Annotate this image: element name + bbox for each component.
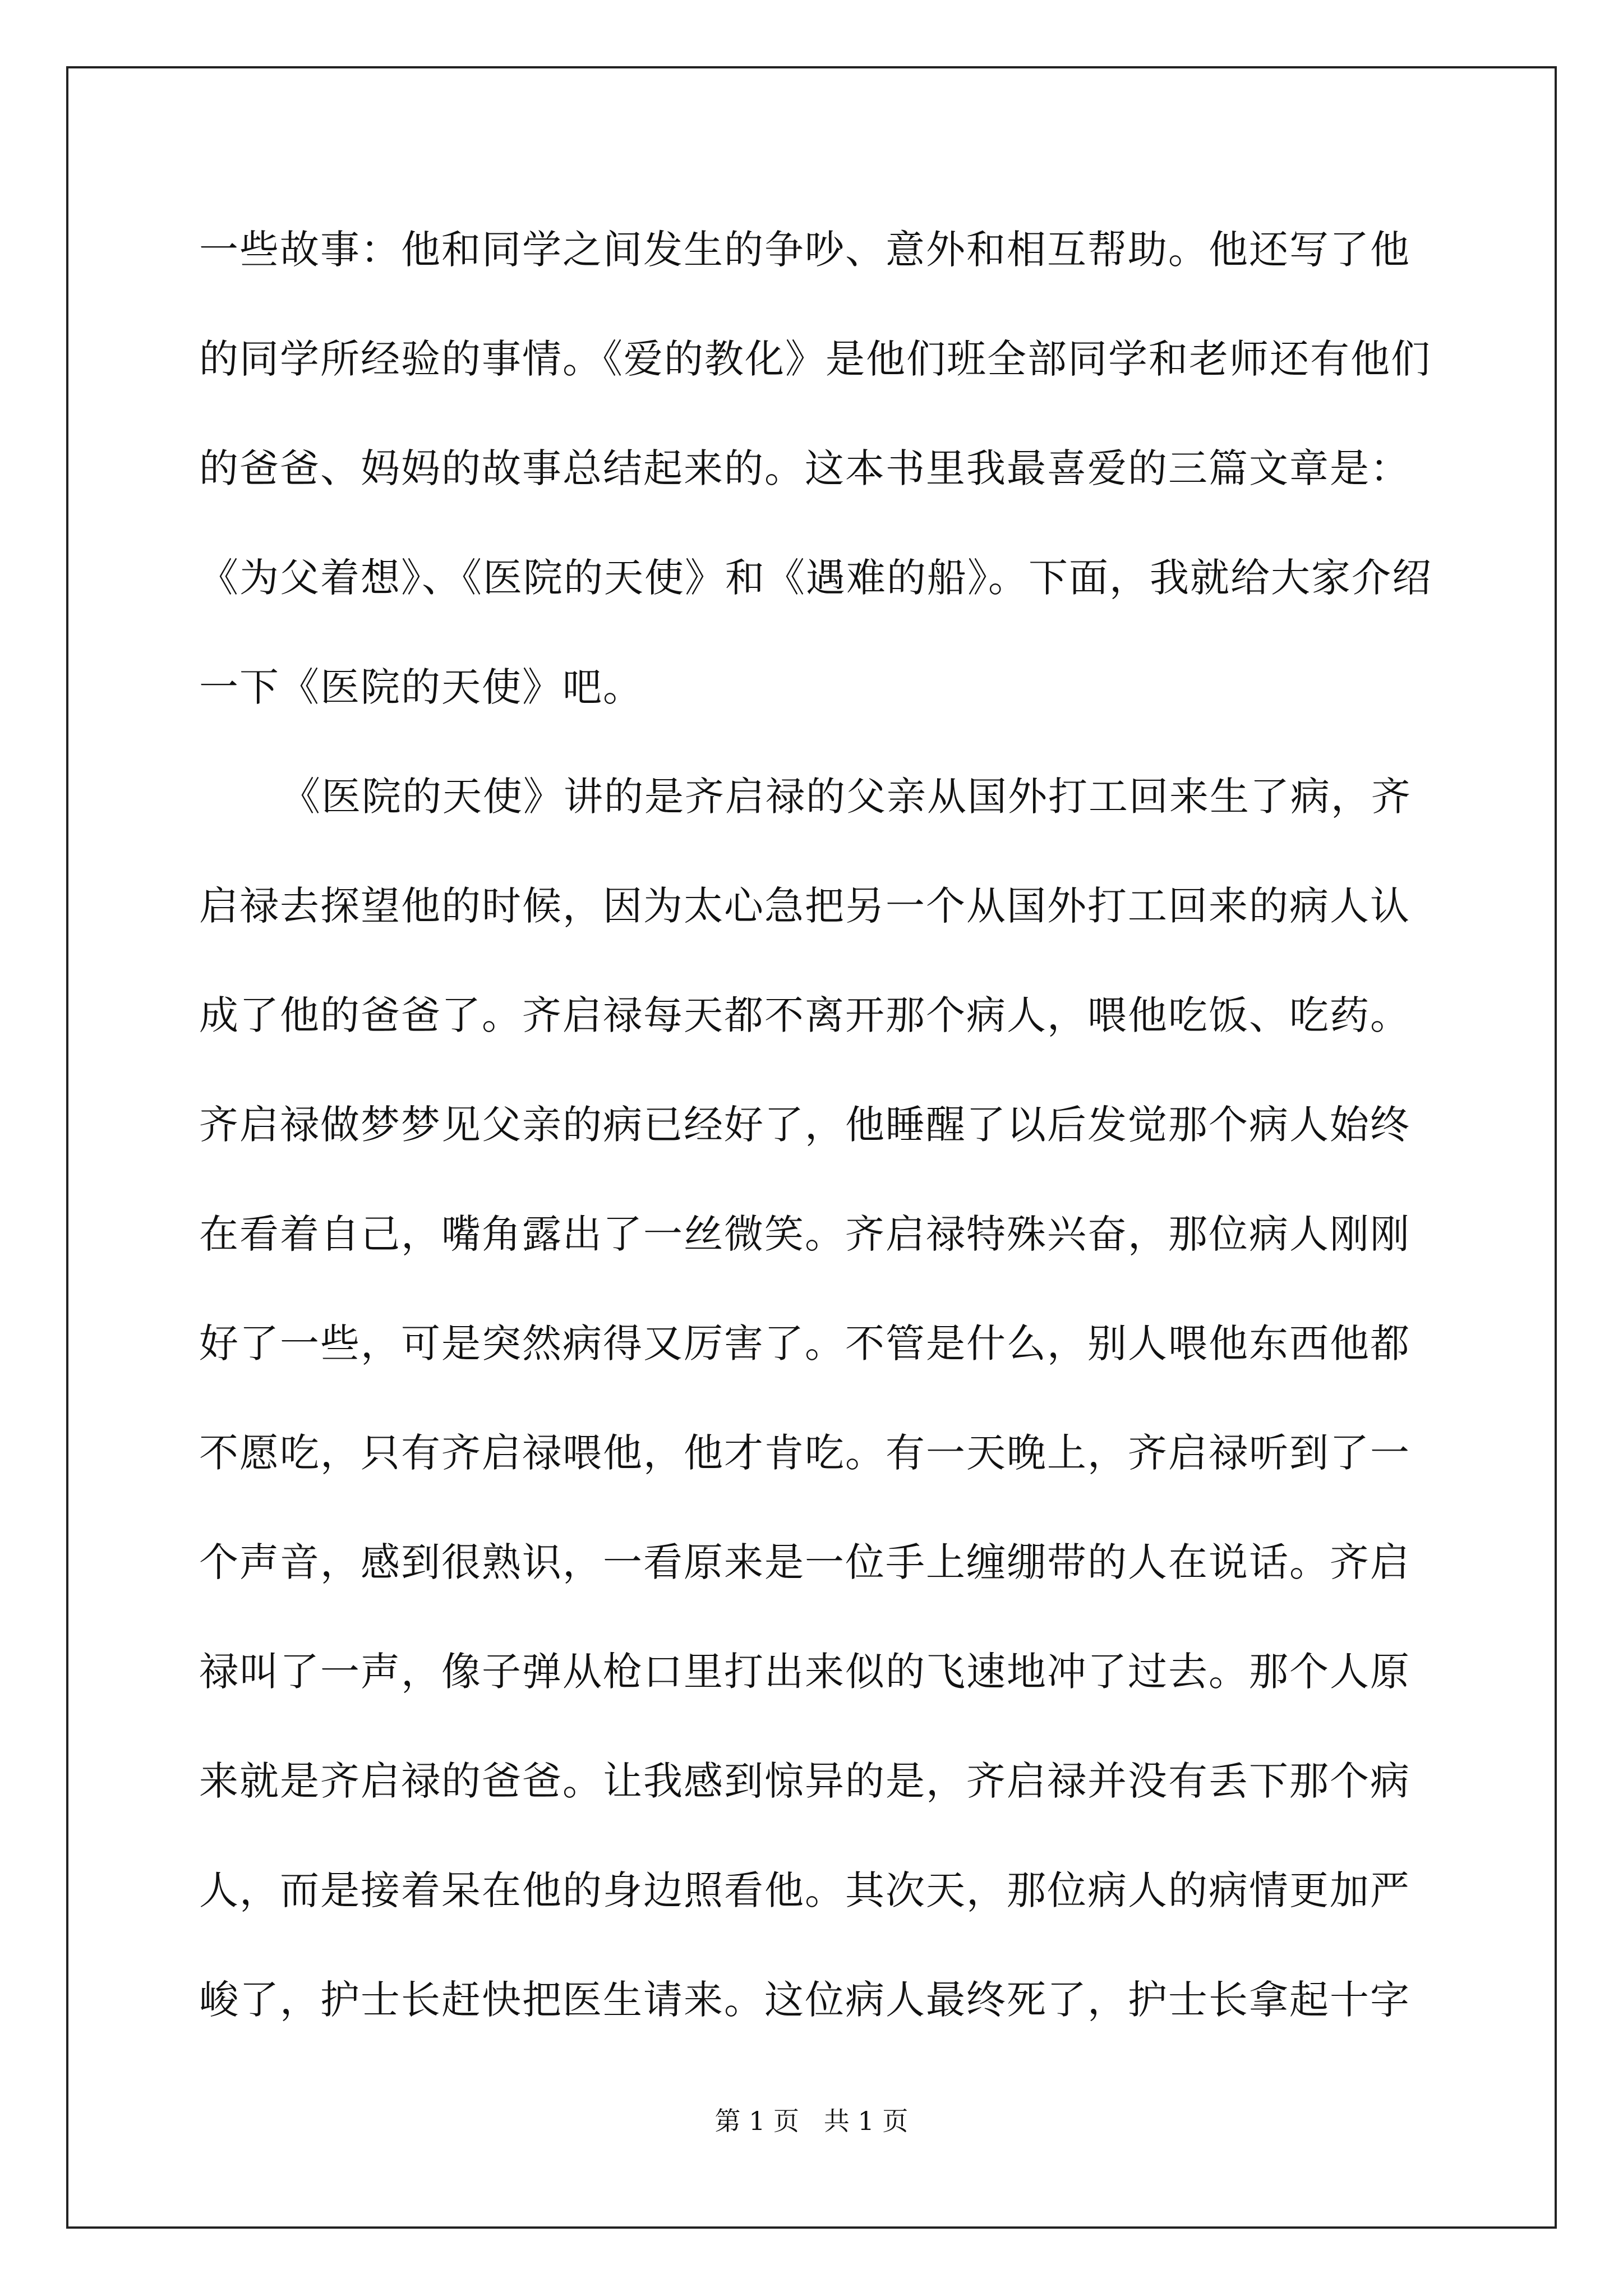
text-line: 不愿吃，只有齐启禄喂他，他才肯吃。有一天晚上，齐启禄听到了一 — [199, 1430, 1410, 1476]
text-line: 齐启禄做梦梦见父亲的病已经好了，他睡醒了以后发觉那个病人始终 — [199, 1102, 1410, 1148]
text-line: 成了他的爸爸了。齐启禄每天都不离开那个病人，喂他吃饭、吃药。 — [199, 992, 1410, 1038]
text-line: 个声音，感到很熟识，一看原来是一位手上缠绷带的人在说话。齐启 — [199, 1539, 1410, 1585]
text-line: 人，而是接着呆在他的身边照看他。其次天，那位病人的病情更加严 — [199, 1867, 1410, 1913]
paragraph-1 — [199, 213, 1432, 760]
text-line: 《为父着想》、《医院的天使》和《遇难的船》。下面，我就给大家介绍 — [199, 555, 1432, 601]
page-footer: 第 1 页 共 1 页 — [714, 2106, 909, 2136]
text-line: 的爸爸、妈妈的故事总结起来的。这本书里我最喜爱的三篇文章是： — [199, 445, 1410, 491]
text-line: 禄叫了一声，像子弹从枪口里打出来似的飞速地冲了过去。那个人原 — [199, 1649, 1410, 1695]
text-line: 启禄去探望他的时候，因为太心急把另一个从国外打工回来的病人认 — [199, 883, 1410, 929]
text-line: 来就是齐启禄的爸爸。让我感到惊异的是，齐启禄并没有丢下那个病 — [199, 1758, 1410, 1804]
paragraph-2 — [199, 760, 1427, 2073]
text-line: 的同学所经验的事情。《爱的教化》是他们班全部同学和老师还有他们 — [199, 336, 1431, 382]
text-line: 一下《医院的天使》吧。 — [199, 664, 643, 710]
document-body — [199, 213, 1432, 2073]
text-line: 好了一些，可是突然病得又厉害了。不管是什么，别人喂他东西他都 — [199, 1320, 1410, 1366]
text-line: 一些故事：他和同学之间发生的争吵、意外和相互帮助。他还写了他 — [199, 227, 1410, 273]
text-line: 《医院的天使》讲的是齐启禄的父亲从国外打工回来生了病，齐 — [281, 774, 1412, 820]
text-line: 峻了，护士长赶快把医生请来。这位病人最终死了，护士长拿起十字 — [199, 1977, 1410, 2023]
text-line: 在看着自己，嘴角露出了一丝微笑。齐启禄特殊兴奋，那位病人刚刚 — [199, 1211, 1410, 1257]
